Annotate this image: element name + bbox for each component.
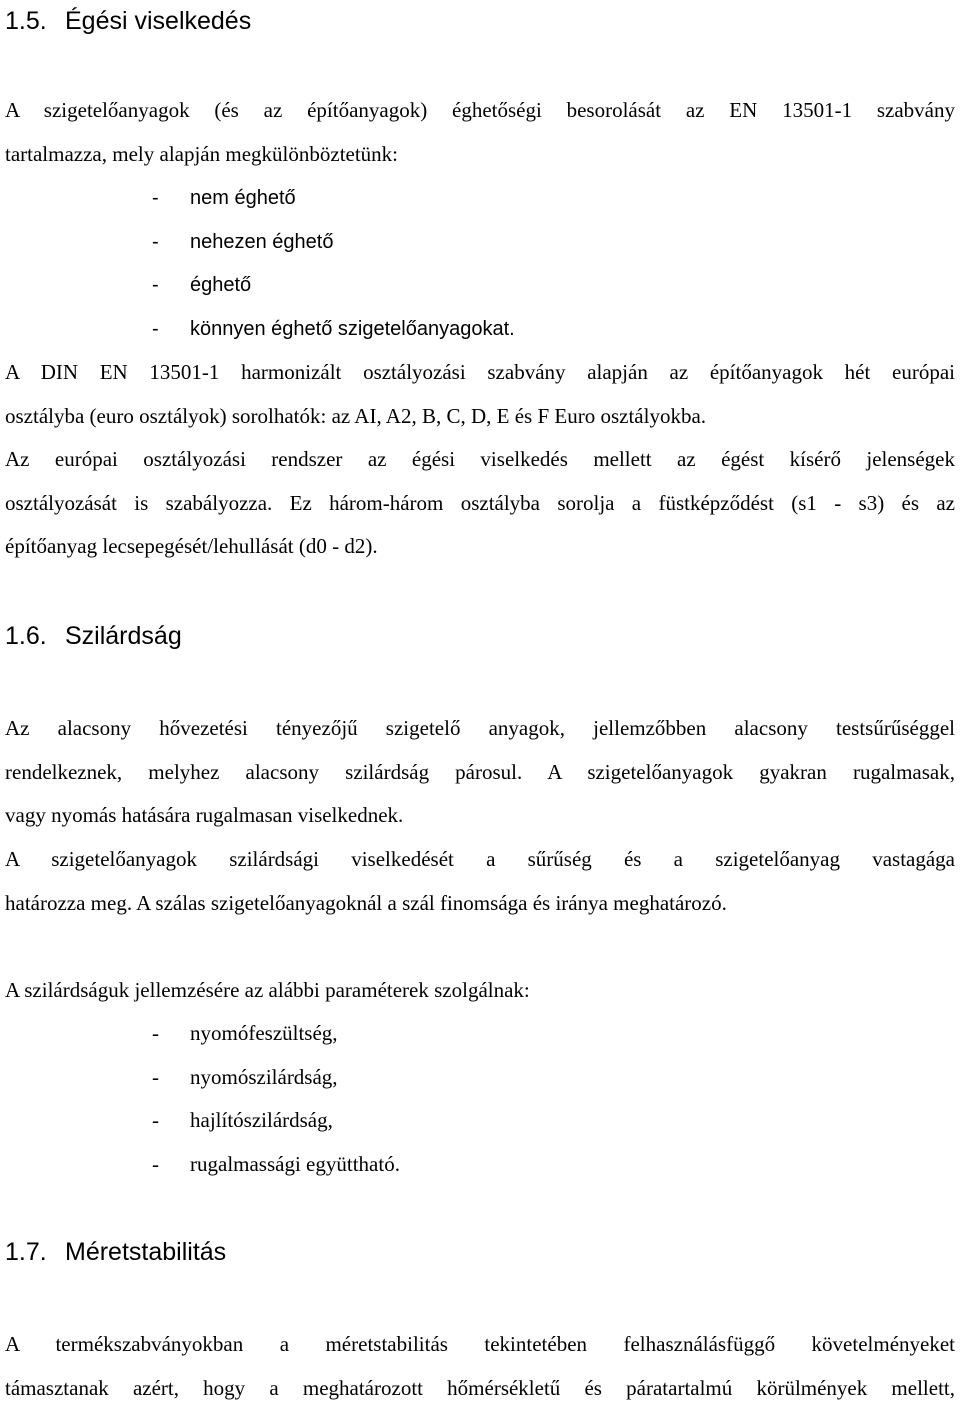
paragraph-line: vagy nyomás hatására rugalmasan viselkednek. <box>5 803 404 828</box>
section-number: 1.7. <box>5 1238 47 1266</box>
flammability-list <box>5 177 515 351</box>
paragraph-line: támasztanak azért, hogy a meghatározott hőmérsékletű és páratartalmú körülmények mellett, <box>5 1375 955 1400</box>
list-item: - nem éghető <box>5 177 515 221</box>
paragraph-line: építőanyag lecsepegését/lehullását (d0 - d2). <box>5 534 378 559</box>
paragraph-parameters-intro <box>5 969 955 1013</box>
paragraph-line: A szigetelőanyagok szilárdsági viselkedését a sűrűség és a szigetelőanyag vastagága <box>5 847 955 871</box>
list-item: - éghető <box>5 264 515 308</box>
paragraph-line: A szilárdságuk jellemzésére az alábbi paraméterek szolgálnak: <box>5 978 530 1002</box>
section-number: 1.5. <box>5 7 47 35</box>
paragraph-line: A termékszabványokban a méretstabilitás tekintetében felhasználásfüggő követelményeket <box>5 1332 955 1356</box>
section-title: Méretstabilitás <box>65 1238 227 1266</box>
list-item: - nehezen éghető <box>5 221 515 265</box>
section-heading-1-5 <box>5 6 251 36</box>
list-item: - nyomófeszültség, <box>5 1012 400 1056</box>
paragraph-european-system <box>5 438 955 569</box>
paragraph-line: osztályba (euro osztályok) sorolhatók: az AI, A2, B, C, D, E és F Euro osztályokba. <box>5 403 707 428</box>
paragraph-line: A DIN EN 13501-1 harmonizált osztályozási szabvány alapján az építőanyagok hét európai <box>5 360 955 384</box>
paragraph-strength-behaviour <box>5 838 955 925</box>
paragraph-line: Az európai osztályozási rendszer az égési viselkedés mellett az égést kísérő jelenségek <box>5 447 955 471</box>
paragraph-line: határozza meg. A szálas szigetelőanyagoknál a szál finomsága és iránya meghatározó. <box>5 890 727 915</box>
paragraph-dimensional-stability <box>5 1323 955 1410</box>
section-title: Szilárdság <box>65 622 182 650</box>
parameters-list <box>5 1012 400 1186</box>
paragraph-line: A szigetelőanyagok (és az építőanyagok) éghetőségi besorolását az EN 13501-1 szabvány <box>5 98 955 122</box>
paragraph-line: tartalmazza, mely alapján megkülönböztetünk: <box>5 141 399 166</box>
paragraph-classification-intro <box>5 89 955 176</box>
list-item: - nyomószilárdság, <box>5 1056 400 1100</box>
section-heading-1-6 <box>5 621 182 651</box>
section-heading-1-7 <box>5 1237 226 1267</box>
paragraph-low-conductivity <box>5 707 955 838</box>
list-item: - könnyen éghető szigetelőanyagokat. <box>5 308 515 352</box>
paragraph-euro-classes <box>5 351 955 438</box>
paragraph-line: Az alacsony hővezetési tényezőjű szigetelő anyagok, jellemzőbben alacsony testsűrűséggel <box>5 716 955 740</box>
paragraph-line: rendelkeznek, melyhez alacsony szilárdság párosul. A szigetelőanyagok gyakran rugalmasak, <box>5 759 955 784</box>
section-number: 1.6. <box>5 622 47 650</box>
paragraph-line: osztályozását is szabályozza. Ez három-három osztályba sorolja a füstképződést (s1 - s3) és az <box>5 490 955 515</box>
section-title: Égési viselkedés <box>65 7 252 35</box>
list-item: - hajlítószilárdság, <box>5 1099 400 1143</box>
list-item: - rugalmassági együttható. <box>5 1143 400 1187</box>
